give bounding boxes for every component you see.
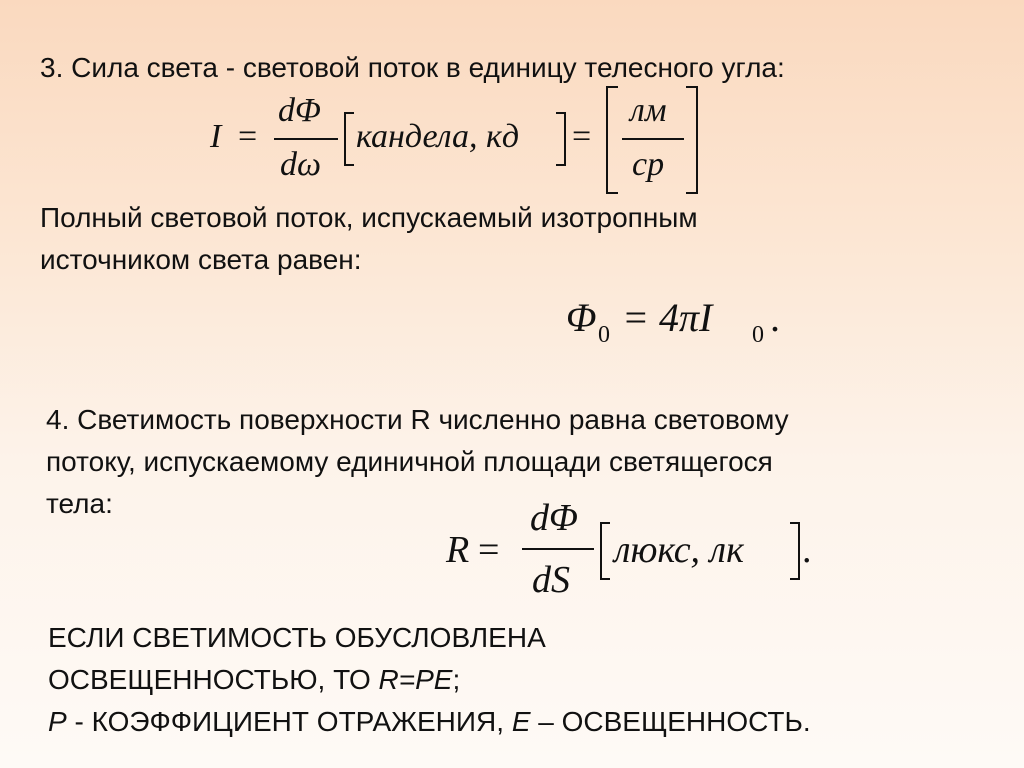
formula-denominator: dω <box>280 146 322 183</box>
lum-numerator: dΦ <box>530 497 578 539</box>
lum-end: . <box>802 529 812 571</box>
flux-end: . <box>770 295 780 340</box>
lum-denominator: dS <box>532 559 570 601</box>
note-line2-suffix: ; <box>452 664 461 695</box>
formula-eq2: = <box>572 118 592 155</box>
item4-line2: потоку, испускаемому единичной площади светящегося <box>46 446 773 477</box>
note-line2 <box>48 660 460 700</box>
lum-lhs: R <box>446 529 470 571</box>
lum-left-bracket <box>600 522 610 580</box>
note-formula: R=PE <box>378 664 453 695</box>
note-line3 <box>48 702 811 742</box>
flux-rhs: = 4πI <box>622 295 713 340</box>
unit-numerator: лм <box>630 92 667 129</box>
formula-lhs: I <box>210 118 222 155</box>
lum-right-bracket <box>790 522 800 580</box>
flux-lhs-sub: 0 <box>598 322 610 348</box>
lum-eq: = <box>478 529 500 571</box>
item4-line1: 4. Светимость поверхности R численно равна световому <box>46 404 789 435</box>
lum-fraction-bar <box>522 548 594 550</box>
note-line1: ЕСЛИ СВЕТИМОСТЬ ОБУСЛОВЛЕНА <box>48 622 546 653</box>
formula-numerator: dΦ <box>278 92 321 129</box>
flux-lhs: Φ <box>566 295 597 340</box>
note-line3-end: – ОСВЕЩЕННОСТЬ. <box>530 706 811 737</box>
note-e-symbol: E <box>511 706 531 737</box>
flux-rhs-sub: 0 <box>752 322 764 348</box>
formula-unit: кандела, кд <box>356 118 520 155</box>
flux-line1: Полный световой поток, испускаемый изотропным <box>40 202 698 233</box>
item3-heading: 3. Сила света - световой поток в единицу телесного угла: <box>40 52 785 83</box>
formula-eq: = <box>238 118 258 155</box>
lum-unit: люкс, лк <box>614 529 744 571</box>
unit-denominator: ср <box>632 146 665 183</box>
item4-line3: тела: <box>46 488 113 519</box>
note-line3-mid: - КОЭФФИЦИЕНТ ОТРАЖЕНИЯ, <box>66 706 512 737</box>
note-line2-prefix: ОСВЕЩЕННОСТЬЮ, ТО <box>48 664 379 695</box>
flux-line2: источником света равен: <box>40 244 362 275</box>
note-p-symbol: P <box>48 706 67 737</box>
